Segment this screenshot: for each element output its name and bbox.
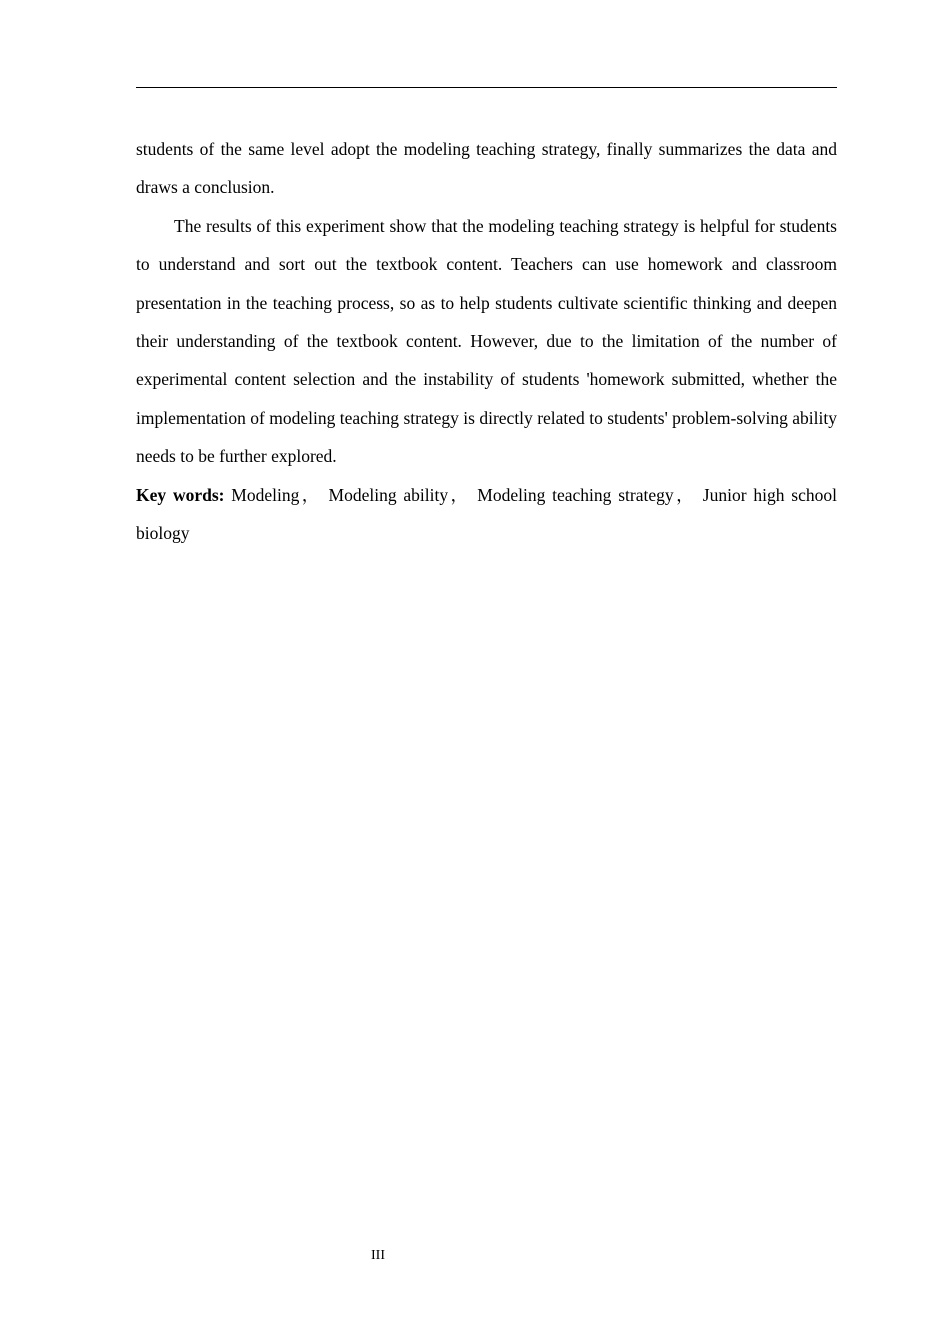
page-number: III <box>371 1248 385 1263</box>
keywords-text: Modeling， Modeling ability， Modeling teaching strategy， Junior high school biology <box>136 484 837 544</box>
keywords-label: Key words: <box>136 484 225 505</box>
paragraph-continuation: students of the same level adopt the modeling teaching strategy, finally summarizes the data and draws a conclusion. <box>136 139 837 198</box>
header-rule <box>136 87 837 88</box>
paragraph-results: The results of this experiment show that the modeling teaching strategy is helpful for students to understand and sort out the textbook content. Teachers can use homework and classroom presentation in the teaching process, so as to help students cultivate scientific thinking and deepen their understanding of the textbook content. However, due to the limitation of the number of experimental content selection and the instability of students 'homework submitted, whether the implementation of modeling teaching strategy is directly related to students' problem-solving ability needs to be further explored. <box>136 215 837 467</box>
abstract-body <box>136 130 837 552</box>
keywords-line <box>136 476 837 553</box>
